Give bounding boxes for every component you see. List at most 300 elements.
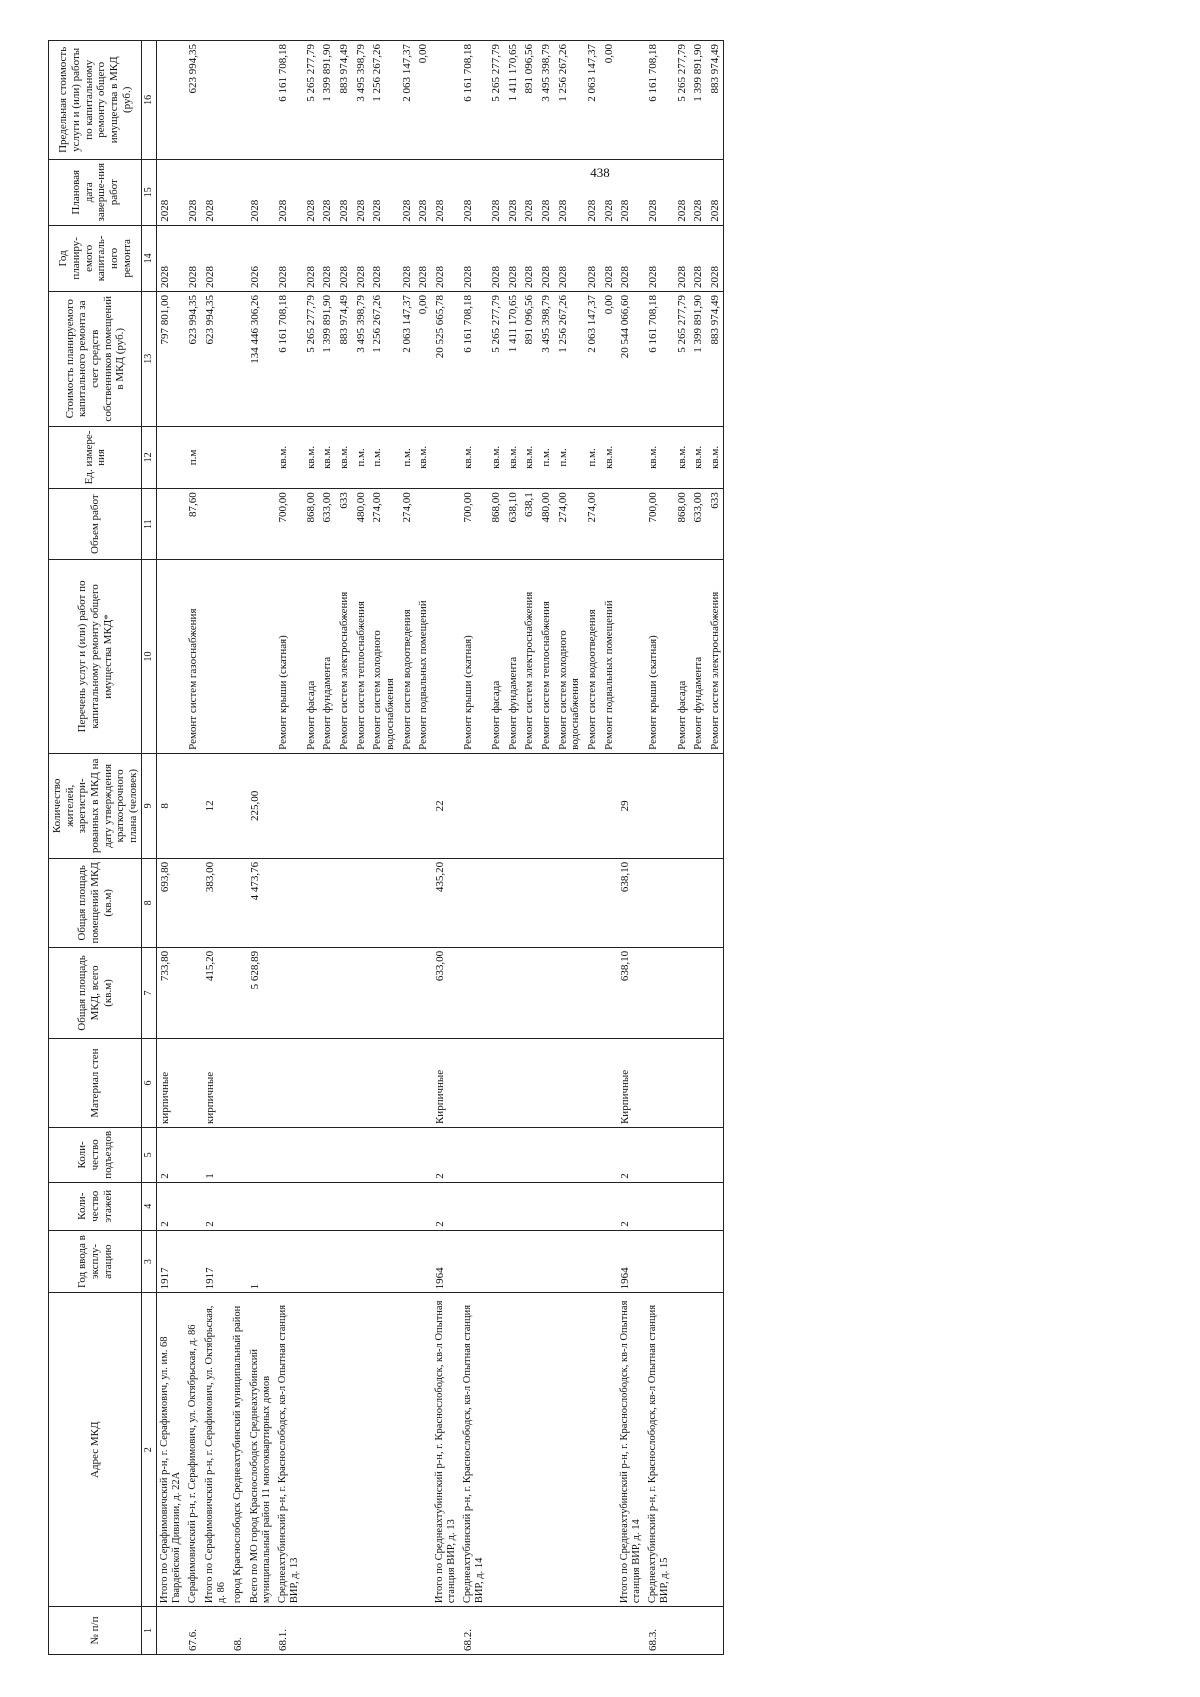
residents-cell <box>353 753 370 858</box>
end-date-cell: 2028 <box>601 159 618 225</box>
premises-area-cell: 693,80 <box>156 858 185 947</box>
year-built-cell <box>185 1230 202 1293</box>
cost-cell: 6 161 708,18 <box>460 291 488 426</box>
work-type-cell: Ремонт подвальных помещений <box>415 560 432 754</box>
premises-area-cell: 435,20 <box>432 858 460 947</box>
wall-material-cell <box>674 1039 691 1128</box>
cost-cell: 883 974,49 <box>707 291 724 426</box>
wall-material-cell <box>538 1039 555 1128</box>
residents-cell <box>538 753 555 858</box>
residents-cell <box>230 753 247 858</box>
premises-area-cell <box>584 858 601 947</box>
unit-cell: п.м <box>185 426 202 489</box>
wall-material-cell <box>521 1039 538 1128</box>
table-row <box>645 41 673 1655</box>
residents-cell <box>336 753 353 858</box>
wall-material-cell <box>319 1039 336 1128</box>
work-type-cell: Ремонт фундамента <box>319 560 336 754</box>
row-number <box>707 1607 724 1655</box>
volume-cell: 633,00 <box>690 489 707 560</box>
repair-year-cell: 2028 <box>432 225 460 291</box>
work-type-cell <box>230 560 247 754</box>
residents-cell <box>645 753 673 858</box>
limit-cost-cell: 623 994,35 <box>185 41 202 160</box>
total-area-cell: 415,20 <box>202 947 230 1038</box>
volume-cell: 868,00 <box>488 489 505 560</box>
floors-cell <box>555 1182 584 1230</box>
year-built-cell <box>555 1230 584 1293</box>
row-number: 68.1. <box>275 1607 303 1655</box>
year-built-cell <box>319 1230 336 1293</box>
row-number <box>202 1607 230 1655</box>
work-type-cell: Ремонт систем электроснабжения <box>521 560 538 754</box>
volume-cell <box>230 489 247 560</box>
table-row <box>505 41 522 1655</box>
limit-cost-cell: 5 265 277,79 <box>674 41 691 160</box>
wall-material-cell <box>505 1039 522 1128</box>
end-date-cell <box>230 159 247 225</box>
address-cell <box>690 1293 707 1607</box>
volume-cell: 480,00 <box>538 489 555 560</box>
residents-cell <box>521 753 538 858</box>
address-cell <box>601 1293 618 1607</box>
year-built-cell <box>521 1230 538 1293</box>
year-built-cell <box>303 1230 320 1293</box>
year-built-cell <box>505 1230 522 1293</box>
volume-cell <box>415 489 432 560</box>
column-number: 13 <box>142 291 157 426</box>
end-date-cell: 2028 <box>336 159 353 225</box>
row-number <box>156 1607 185 1655</box>
address-cell: Итого по Среднеахтубинский р-н, г. Краснослободск, кв-л Опытная станция ВИР, д. 13 <box>432 1293 460 1607</box>
year-built-cell: 1917 <box>156 1230 185 1293</box>
address-cell <box>488 1293 505 1607</box>
column-header: Ед. измере-ния <box>49 426 142 489</box>
wall-material-cell <box>303 1039 320 1128</box>
volume-cell: 633 <box>336 489 353 560</box>
address-cell <box>707 1293 724 1607</box>
work-type-cell <box>247 560 275 754</box>
cost-cell: 6 161 708,18 <box>645 291 673 426</box>
repair-year-cell: 2028 <box>303 225 320 291</box>
end-date-cell: 2028 <box>538 159 555 225</box>
cost-cell: 20 525 665,78 <box>432 291 460 426</box>
end-date-cell: 2028 <box>555 159 584 225</box>
table-row <box>156 41 185 1655</box>
premises-area-cell: 4 473,76 <box>247 858 275 947</box>
work-type-cell: Ремонт крыши (скатная) <box>460 560 488 754</box>
floors-cell <box>521 1182 538 1230</box>
address-cell: Среднеахтубинский р-н, г. Краснослободск, кв-л Опытная станция ВИР, д. 13 <box>275 1293 303 1607</box>
volume-cell: 480,00 <box>353 489 370 560</box>
unit-cell: кв.м. <box>505 426 522 489</box>
entrances-cell <box>336 1128 353 1183</box>
premises-area-cell <box>555 858 584 947</box>
repair-year-cell: 2028 <box>674 225 691 291</box>
address-cell <box>415 1293 432 1607</box>
cost-cell: 0,00 <box>601 291 618 426</box>
column-header: Плановая дата заверше-ния работ <box>49 159 142 225</box>
row-number <box>488 1607 505 1655</box>
table-row <box>336 41 353 1655</box>
entrances-cell <box>555 1128 584 1183</box>
limit-cost-cell: 883 974,49 <box>707 41 724 160</box>
volume-cell: 633,00 <box>319 489 336 560</box>
work-type-cell <box>202 560 230 754</box>
limit-cost-cell: 3 495 398,79 <box>353 41 370 160</box>
repair-year-cell: 2028 <box>353 225 370 291</box>
row-number <box>399 1607 416 1655</box>
entrances-cell <box>601 1128 618 1183</box>
entrances-cell: 1 <box>202 1128 230 1183</box>
cost-cell: 1 399 891,90 <box>319 291 336 426</box>
row-number <box>601 1607 618 1655</box>
premises-area-cell <box>353 858 370 947</box>
total-area-cell: 633,00 <box>432 947 460 1038</box>
end-date-cell: 2028 <box>202 159 230 225</box>
unit-cell: п.м. <box>369 426 398 489</box>
residents-cell <box>369 753 398 858</box>
column-header: Год ввода в эксплу-атацию <box>49 1230 142 1293</box>
wall-material-cell <box>185 1039 202 1128</box>
unit-cell: кв.м. <box>521 426 538 489</box>
residents-cell <box>488 753 505 858</box>
table-row <box>399 41 416 1655</box>
limit-cost-cell: 5 265 277,79 <box>303 41 320 160</box>
address-cell <box>336 1293 353 1607</box>
premises-area-cell <box>505 858 522 947</box>
premises-area-cell <box>460 858 488 947</box>
unit-cell: кв.м. <box>601 426 618 489</box>
column-number: 2 <box>142 1293 157 1607</box>
entrances-cell <box>353 1128 370 1183</box>
unit-cell <box>617 426 645 489</box>
address-cell <box>538 1293 555 1607</box>
floors-cell <box>336 1182 353 1230</box>
residents-cell <box>584 753 601 858</box>
year-built-cell <box>538 1230 555 1293</box>
floors-cell <box>690 1182 707 1230</box>
column-header: Коли-чество этажей <box>49 1182 142 1230</box>
repair-year-cell: 2028 <box>415 225 432 291</box>
floors-cell <box>645 1182 673 1230</box>
floors-cell: 2 <box>617 1182 645 1230</box>
entrances-cell <box>415 1128 432 1183</box>
column-number: 10 <box>142 560 157 754</box>
premises-area-cell <box>319 858 336 947</box>
year-built-cell <box>369 1230 398 1293</box>
entrances-cell <box>645 1128 673 1183</box>
year-built-cell <box>645 1230 673 1293</box>
table-row <box>488 41 505 1655</box>
row-number <box>415 1607 432 1655</box>
year-built-cell <box>336 1230 353 1293</box>
wall-material-cell <box>399 1039 416 1128</box>
address-cell <box>369 1293 398 1607</box>
total-area-cell <box>275 947 303 1038</box>
row-number <box>690 1607 707 1655</box>
row-number: 67.6. <box>185 1607 202 1655</box>
address-cell: Итого по Серафимовичский р-н, г. Серафимович, ул. им. 68 Гвардейской Дивизии, д. 22А <box>156 1293 185 1607</box>
column-number: 4 <box>142 1182 157 1230</box>
work-type-cell: Ремонт систем водоотведения <box>584 560 601 754</box>
premises-area-cell <box>399 858 416 947</box>
total-area-cell <box>336 947 353 1038</box>
total-area-cell: 5 628,89 <box>247 947 275 1038</box>
floors-cell <box>303 1182 320 1230</box>
table-row <box>202 41 230 1655</box>
entrances-cell <box>690 1128 707 1183</box>
premises-area-cell: 638,10 <box>617 858 645 947</box>
table-row <box>275 41 303 1655</box>
volume-cell: 274,00 <box>399 489 416 560</box>
limit-cost-cell: 1 399 891,90 <box>690 41 707 160</box>
wall-material-cell: кирпичные <box>156 1039 185 1128</box>
year-built-cell <box>584 1230 601 1293</box>
repair-year-cell: 2028 <box>275 225 303 291</box>
table-row <box>674 41 691 1655</box>
address-cell: город Краснослободск Среднеахтубинский муниципальный район <box>230 1293 247 1607</box>
wall-material-cell <box>336 1039 353 1128</box>
wall-material-cell <box>230 1039 247 1128</box>
limit-cost-cell: 6 161 708,18 <box>275 41 303 160</box>
volume-cell <box>601 489 618 560</box>
wall-material-cell <box>488 1039 505 1128</box>
floors-cell <box>230 1182 247 1230</box>
entrances-cell <box>521 1128 538 1183</box>
limit-cost-cell: 0,00 <box>415 41 432 160</box>
total-area-cell <box>415 947 432 1038</box>
entrances-cell <box>707 1128 724 1183</box>
wall-material-cell <box>690 1039 707 1128</box>
floors-cell: 2 <box>156 1182 185 1230</box>
column-header: Коли-чество подъездов <box>49 1128 142 1183</box>
limit-cost-cell: 891 096,56 <box>521 41 538 160</box>
table-row <box>460 41 488 1655</box>
table-row <box>538 41 555 1655</box>
repair-year-cell: 2028 <box>645 225 673 291</box>
premises-area-cell <box>336 858 353 947</box>
limit-cost-cell: 2 063 147,37 <box>584 41 601 160</box>
year-built-cell <box>707 1230 724 1293</box>
column-number: 8 <box>142 858 157 947</box>
address-cell <box>674 1293 691 1607</box>
unit-cell: кв.м. <box>275 426 303 489</box>
unit-cell <box>247 426 275 489</box>
row-number <box>538 1607 555 1655</box>
floors-cell <box>369 1182 398 1230</box>
entrances-cell <box>275 1128 303 1183</box>
volume-cell: 638,10 <box>505 489 522 560</box>
row-number <box>336 1607 353 1655</box>
wall-material-cell <box>353 1039 370 1128</box>
residents-cell: 22 <box>432 753 460 858</box>
column-header: Общая площадь помещений МКД (кв.м) <box>49 858 142 947</box>
limit-cost-cell: 6 161 708,18 <box>645 41 673 160</box>
entrances-cell <box>247 1128 275 1183</box>
work-type-cell: Ремонт фасада <box>303 560 320 754</box>
end-date-cell: 2028 <box>319 159 336 225</box>
total-area-cell <box>353 947 370 1038</box>
entrances-cell <box>230 1128 247 1183</box>
floors-cell <box>415 1182 432 1230</box>
entrances-cell <box>538 1128 555 1183</box>
column-number: 6 <box>142 1039 157 1128</box>
cost-cell: 2 063 147,37 <box>399 291 416 426</box>
limit-cost-cell: 1 256 267,26 <box>555 41 584 160</box>
address-cell <box>521 1293 538 1607</box>
row-number <box>303 1607 320 1655</box>
column-header: Материал стен <box>49 1039 142 1128</box>
address-cell <box>353 1293 370 1607</box>
table-row <box>707 41 724 1655</box>
column-number: 12 <box>142 426 157 489</box>
work-type-cell: Ремонт систем электроснабжения <box>336 560 353 754</box>
table-row <box>303 41 320 1655</box>
unit-cell: кв.м. <box>460 426 488 489</box>
floors-cell <box>247 1182 275 1230</box>
cost-cell: 1 256 267,26 <box>369 291 398 426</box>
end-date-cell: 2028 <box>369 159 398 225</box>
repair-year-cell: 2028 <box>185 225 202 291</box>
volume-cell: 274,00 <box>584 489 601 560</box>
end-date-cell: 2028 <box>185 159 202 225</box>
column-header: № п/п <box>49 1607 142 1655</box>
volume-cell: 700,00 <box>645 489 673 560</box>
wall-material-cell <box>645 1039 673 1128</box>
volume-cell <box>247 489 275 560</box>
wall-material-cell: кирпичные <box>202 1039 230 1128</box>
row-number <box>584 1607 601 1655</box>
unit-cell: кв.м. <box>319 426 336 489</box>
table-row <box>230 41 247 1655</box>
work-type-cell <box>156 560 185 754</box>
work-type-cell: Ремонт фундамента <box>690 560 707 754</box>
table-row <box>690 41 707 1655</box>
premises-area-cell <box>488 858 505 947</box>
table-row <box>601 41 618 1655</box>
wall-material-cell <box>275 1039 303 1128</box>
premises-area-cell <box>415 858 432 947</box>
wall-material-cell <box>601 1039 618 1128</box>
address-cell: Всего по МО город Краснослободск Среднеахтубинский муниципальный район 11 многоквартирных домов <box>247 1293 275 1607</box>
address-cell: Среднеахтубинский р-н, г. Краснослободск, кв-л Опытная станция ВИР, д. 15 <box>645 1293 673 1607</box>
unit-cell: кв.м. <box>488 426 505 489</box>
unit-cell: п.м. <box>584 426 601 489</box>
entrances-cell <box>369 1128 398 1183</box>
premises-area-cell: 383,00 <box>202 858 230 947</box>
volume-cell: 638,1 <box>521 489 538 560</box>
volume-cell: 868,00 <box>303 489 320 560</box>
address-cell: Итого по Среднеахтубинский р-н, г. Краснослободск, кв-л Опытная станция ВИР, д. 14 <box>617 1293 645 1607</box>
entrances-cell <box>303 1128 320 1183</box>
wall-material-cell <box>247 1039 275 1128</box>
work-type-cell: Ремонт систем теплоснабжения <box>538 560 555 754</box>
repair-plan-table <box>48 40 724 1655</box>
table-row <box>369 41 398 1655</box>
floors-cell <box>674 1182 691 1230</box>
end-date-cell: 2028 <box>505 159 522 225</box>
address-cell <box>555 1293 584 1607</box>
address-cell <box>319 1293 336 1607</box>
volume-cell <box>617 489 645 560</box>
cost-cell: 797 801,00 <box>156 291 185 426</box>
row-number <box>521 1607 538 1655</box>
address-cell <box>584 1293 601 1607</box>
volume-cell: 87,60 <box>185 489 202 560</box>
work-type-cell: Ремонт крыши (скатная) <box>645 560 673 754</box>
work-type-cell: Ремонт фасада <box>488 560 505 754</box>
floors-cell: 2 <box>432 1182 460 1230</box>
residents-cell <box>674 753 691 858</box>
column-number-row <box>142 41 157 1655</box>
entrances-cell <box>488 1128 505 1183</box>
entrances-cell: 2 <box>617 1128 645 1183</box>
floors-cell <box>505 1182 522 1230</box>
cost-cell: 1 399 891,90 <box>690 291 707 426</box>
column-header: Количество жителей, зарегистри-рованных в МКД на дату утверждения краткосрочного плана (человек) <box>49 753 142 858</box>
table-row <box>555 41 584 1655</box>
column-number: 1 <box>142 1607 157 1655</box>
cost-cell: 5 265 277,79 <box>488 291 505 426</box>
work-type-cell <box>617 560 645 754</box>
address-cell <box>303 1293 320 1607</box>
repair-year-cell: 2028 <box>202 225 230 291</box>
end-date-cell: 2028 <box>521 159 538 225</box>
premises-area-cell <box>690 858 707 947</box>
address-cell <box>399 1293 416 1607</box>
premises-area-cell <box>538 858 555 947</box>
year-built-cell <box>690 1230 707 1293</box>
floors-cell <box>185 1182 202 1230</box>
row-number: 68. <box>230 1607 247 1655</box>
row-number <box>505 1607 522 1655</box>
repair-year-cell: 2028 <box>555 225 584 291</box>
year-built-cell: 1964 <box>432 1230 460 1293</box>
unit-cell: п.м. <box>353 426 370 489</box>
cost-cell: 5 265 277,79 <box>674 291 691 426</box>
residents-cell: 8 <box>156 753 185 858</box>
entrances-cell <box>674 1128 691 1183</box>
unit-cell <box>202 426 230 489</box>
end-date-cell: 2028 <box>707 159 724 225</box>
entrances-cell <box>460 1128 488 1183</box>
header-row <box>49 41 142 1655</box>
cost-cell: 0,00 <box>415 291 432 426</box>
end-date-cell: 2028 <box>432 159 460 225</box>
column-number: 3 <box>142 1230 157 1293</box>
end-date-cell: 2028 <box>415 159 432 225</box>
year-built-cell: 1 <box>247 1230 275 1293</box>
cost-cell: 5 265 277,79 <box>303 291 320 426</box>
wall-material-cell <box>460 1039 488 1128</box>
repair-year-cell: 2028 <box>319 225 336 291</box>
address-cell <box>505 1293 522 1607</box>
total-area-cell <box>303 947 320 1038</box>
entrances-cell <box>319 1128 336 1183</box>
residents-cell <box>601 753 618 858</box>
end-date-cell: 2028 <box>303 159 320 225</box>
work-type-cell: Ремонт систем холодного водоснабжения <box>555 560 584 754</box>
year-built-cell <box>230 1230 247 1293</box>
repair-year-cell: 2028 <box>707 225 724 291</box>
cost-cell: 2 063 147,37 <box>584 291 601 426</box>
unit-cell: п.м. <box>538 426 555 489</box>
row-number <box>432 1607 460 1655</box>
limit-cost-cell <box>247 41 275 160</box>
limit-cost-cell: 5 265 277,79 <box>488 41 505 160</box>
end-date-cell: 2028 <box>645 159 673 225</box>
